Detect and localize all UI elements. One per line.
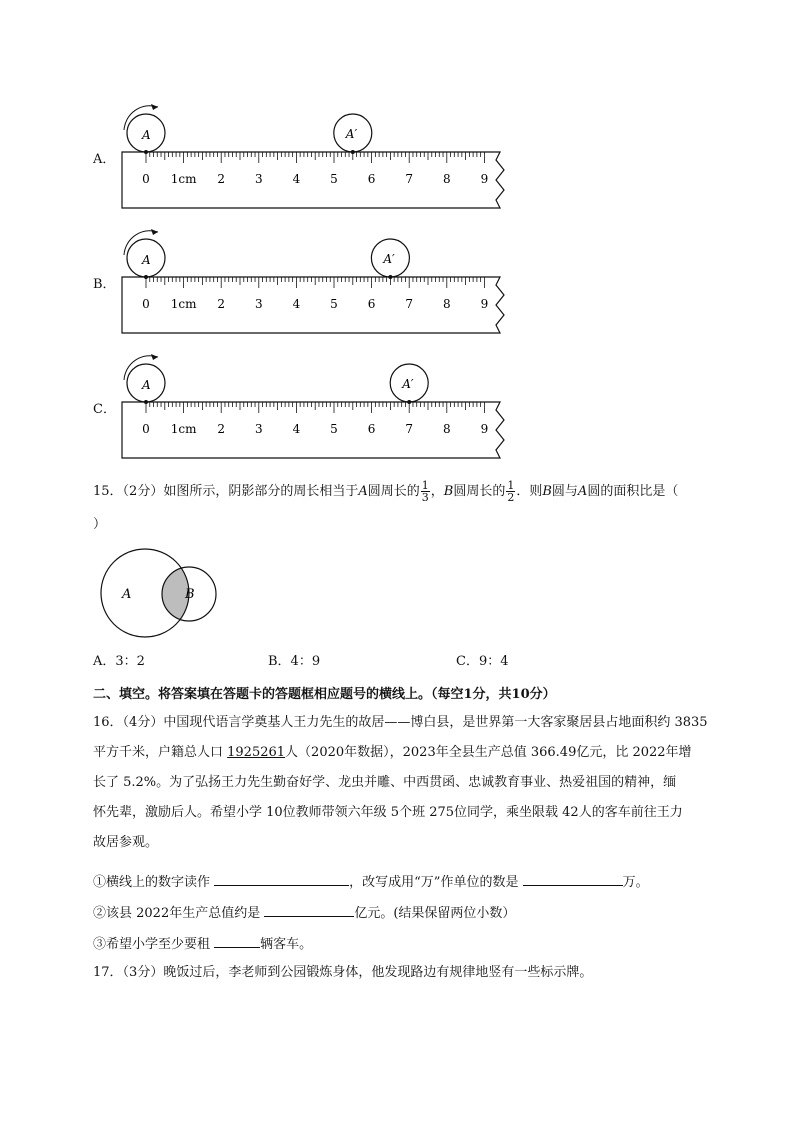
start-point [144,150,148,154]
answer-blank-reading[interactable] [214,871,349,886]
ruler-number: 5 [330,297,338,311]
ruler-number: 9 [480,422,489,436]
ruler-figure-b [108,225,508,340]
end-point [388,275,392,279]
ruler-number: 0 [142,172,150,186]
end-label: A′ [402,377,414,391]
option-a-label: A． [93,152,116,167]
start-label: A [142,128,151,142]
ruler-number: 1cm [170,172,197,186]
ruler-number: 1cm [170,422,197,436]
arrow-head [151,354,158,360]
ruler-number: 7 [405,297,414,311]
ruler-number: 5 [330,422,338,436]
ruler-number: 0 [142,297,150,311]
option-b-label: B． [93,277,116,292]
ruler-number: 5 [330,172,338,186]
ruler-number: 6 [367,172,376,186]
option-c-label: C． [93,402,116,417]
ruler-number: 6 [367,422,376,436]
start-label: A [142,378,151,392]
circles-figure [92,548,217,640]
start-label: A [142,253,151,267]
q16-line-2: 平方千米，户籍总人口 1925261人（2020年数据），2023年全县生产总值 366.49亿元，比 2022年增 [93,745,692,760]
q16-line-1: 16．（4分）中国现代语言学奠基人王力先生的故居——博白县，是世界第一大客家聚居县占地面积约 3835 [93,715,708,730]
ruler-number: 1cm [170,297,197,311]
ruler-number: 0 [142,422,150,436]
ruler-number: 4 [292,172,301,186]
end-point [407,400,411,404]
ruler-number: 6 [367,297,376,311]
q15-stem: 15．（2分）如图所示，阴影部分的周长相当于A圆周长的 $\frac{1}{3}$ ，B圆周长的 $\frac{1}{2}$ ．则B圆与A圆的面积比是（ [93,479,679,504]
fraction-one-third: $\frac{1}{3}$ [421,479,429,504]
circle-a-label: A [122,587,132,602]
ruler-number: 3 [254,172,263,186]
end-label: A′ [383,252,395,266]
q16-sub-2: ②该县 2022年生产总值约是 亿元。(结果保留两位小数） [93,902,515,924]
ruler-number: 2 [217,297,226,311]
ruler-number: 2 [217,172,226,186]
q16-line-4: 怀先辈，激励后人。希望小学 10位教师带领六年级 5个班 275位同学，乘坐限载 42人的客车前往王力 [93,805,683,820]
arrow-head [151,229,158,235]
ruler-number: 8 [442,297,451,311]
ruler-number: 9 [480,172,489,186]
start-point [144,400,148,404]
start-point [144,275,148,279]
ruler-number: 8 [442,172,451,186]
ruler-number: 7 [405,172,414,186]
q15-close-paren: ） [93,517,107,532]
q16-sub-3: ③希望小学至少要租 辆客车。 [93,933,312,955]
ruler-number: 4 [292,297,301,311]
q17-stem: 17．（3分）晚饭过后，李老师到公园锻炼身体，他发现路边有规律地竖有一些标示牌。 [93,965,593,980]
ruler-number: 8 [442,422,451,436]
end-point [351,150,355,154]
answer-blank-buses[interactable] [214,933,260,948]
ruler-figure-c [108,350,508,465]
q15-option-b: B．4：9 [268,654,321,669]
ruler-number: 7 [405,422,414,436]
q15-option-c: C．9：4 [456,654,509,669]
arrow-head [151,104,158,110]
answer-blank-wan[interactable] [523,871,623,886]
ruler-number: 3 [254,422,263,436]
ruler-number: 4 [292,422,301,436]
ruler-number: 2 [217,422,226,436]
ruler-number: 3 [254,297,263,311]
fraction-one-half: $\frac{1}{2}$ [507,479,515,504]
underlined-number: 1925261 [227,745,286,760]
q16-line-3: 长了 5.2%。为了弘扬王力先生勤奋好学、龙虫并雕、中西贯函、忠诚教育事业、热爱祖国的精神，缅 [93,775,677,790]
section-2-heading: 二、填空。将答案填在答题卡的答题框相应题号的横线上。（每空1分，共10分） [93,687,556,702]
q16-line-5: 故居参观。 [93,835,159,850]
q15-option-a: A．3：2 [93,654,145,669]
circle-b-label: B [185,587,195,602]
ruler-figure-a [108,100,508,215]
q16-sub-1: ①横线上的数字读作 ，改写成用“万”作单位的数是 万。 [93,871,649,893]
ruler-number: 9 [480,297,489,311]
answer-blank-gdp[interactable] [264,902,354,917]
end-label: A′ [345,127,358,141]
